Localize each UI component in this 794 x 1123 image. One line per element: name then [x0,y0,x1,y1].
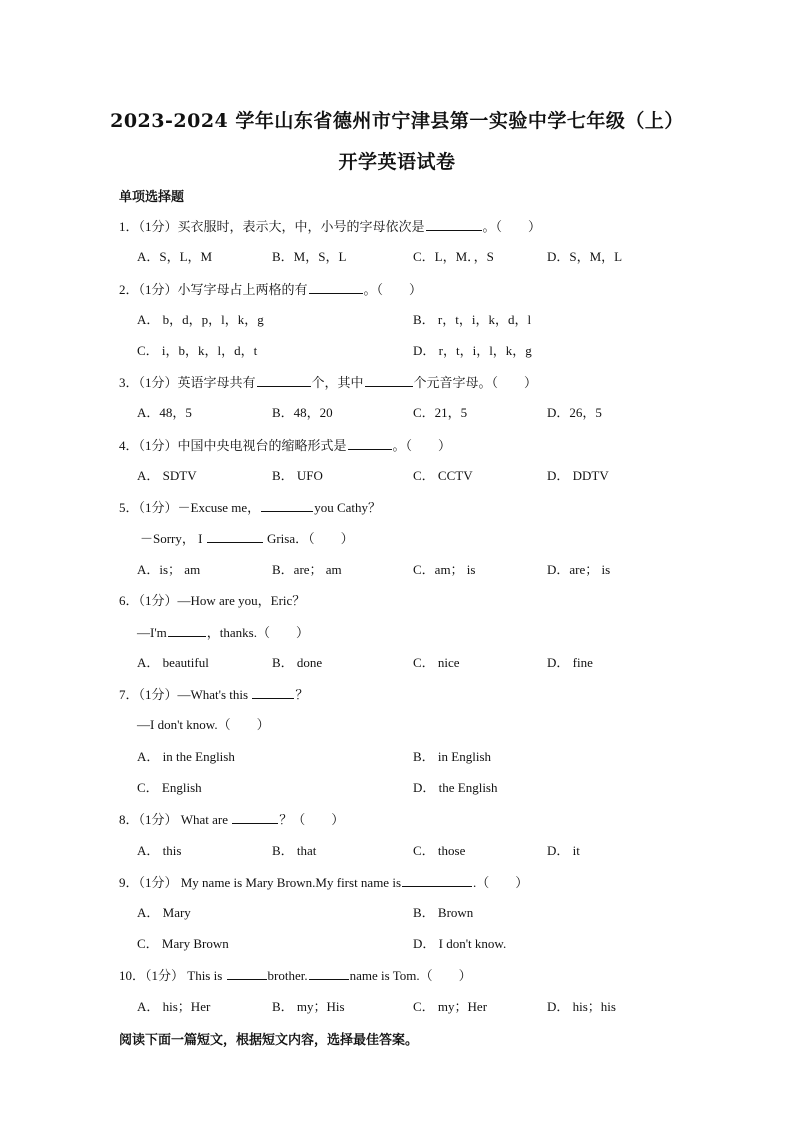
answer-blank [232,810,278,824]
question-tail: 。（ ） [392,438,452,453]
question-tail: 。（ ） [363,282,423,297]
question-tail: you Cathy？ [314,500,381,515]
section-heading-reading: 阅读下面一篇短文，根据短文内容，选择最佳答案。 [119,1033,419,1048]
q6-option-b[interactable]: B． done [272,655,323,670]
q8-option-c[interactable]: C． those [413,843,466,858]
q4-option-d[interactable]: D． DDTV [547,468,609,483]
question-tail: ？（ ） [279,812,345,827]
question-10 [119,966,472,985]
q4-option-c[interactable]: C． CCTV [413,468,473,483]
q7-option-c[interactable]: C． English [137,780,202,795]
q10-option-c[interactable]: C． my；Her [413,999,488,1014]
question-mid: brother. [267,968,308,983]
answer-blank [257,373,311,387]
exam-title-line1: 2023-2024 学年山东省德州市宁津县第一实验中学七年级（上） [110,110,684,132]
question-stem: 1．（1分）买衣服时，表示大，中，小号的字母依次是 [119,219,425,234]
answer-blank [252,685,294,699]
question-line2-end: ，thanks.（ ） [206,625,309,640]
q5-option-a[interactable]: A．is； am [137,562,201,577]
question-tail: .（ ） [473,875,529,890]
answer-blank [309,280,363,294]
q4-option-a[interactable]: A． SDTV [137,468,197,483]
section-heading-single-choice: 单项选择题 [119,190,185,205]
q5-option-c[interactable]: C．am； is [413,562,476,577]
answer-blank [402,873,472,887]
q1-option-a[interactable]: A．S，L，M [137,249,213,264]
question-tail: name is Tom.（ ） [349,968,472,983]
question-stem: 7．（1分）—What's this [119,687,249,702]
question-7-line2: —I don't know.（ ） [137,717,270,732]
question-7 [119,685,308,704]
question-stem: 9．（1分） My name is Mary Brown.My first name is [119,875,402,890]
answer-blank [207,529,263,543]
question-6-line2 [137,623,309,642]
answer-blank [227,966,267,980]
question-line2-start: －Sorry， I [140,531,203,546]
question-2 [119,280,422,299]
question-stem: 10．（1分） This is [119,968,223,983]
answer-blank [261,498,313,512]
question-3 [119,373,537,392]
q6-option-a[interactable]: A． beautiful [137,655,209,670]
q2-option-a[interactable]: A． b，d，p，l，k，g [137,312,264,327]
q7-option-b[interactable]: B． in English [413,749,492,764]
q9-option-d[interactable]: D． I don't know. [413,936,507,951]
question-stem: 3．（1分）英语字母共有 [119,375,256,390]
question-6 [119,592,305,610]
question-line2-end: Grisa．（ ） [266,531,354,546]
q2-option-b[interactable]: B． r，t，i，k，d，l [413,312,532,327]
answer-blank [365,373,413,387]
question-stem: 5．（1分）－Excuse me， [119,500,261,515]
q1-option-b[interactable]: B．M，S，L [272,249,347,264]
question-5 [119,498,381,517]
answer-blank [426,217,482,231]
question-tail: 个元音字母。（ ） [413,375,538,390]
answer-blank [168,623,206,637]
q3-option-a[interactable]: A．48，5 [137,405,192,420]
q8-option-b[interactable]: B． that [272,843,317,858]
q5-option-b[interactable]: B．are； am [272,562,342,577]
question-stem: 6．（1分）—How are you，Eric？ [119,593,306,608]
q6-option-d[interactable]: D． fine [547,655,593,670]
q1-option-c[interactable]: C．L，M．，S [413,249,494,264]
q7-option-d[interactable]: D． the English [413,780,498,795]
q3-option-c[interactable]: C．21，5 [413,405,468,420]
q9-option-b[interactable]: B． Brown [413,905,474,920]
q8-option-a[interactable]: A． this [137,843,182,858]
q2-option-c[interactable]: C． i，b，k，l，d，t [137,343,258,358]
question-4 [119,436,451,455]
q1-option-d[interactable]: D．S，M，L [547,249,623,264]
question-9 [119,873,528,892]
q5-option-d[interactable]: D．are； is [547,562,611,577]
q2-option-d[interactable]: D． r，t，i，l，k，g [413,343,532,358]
q10-option-a[interactable]: A． his；Her [137,999,211,1014]
q9-option-c[interactable]: C． Mary Brown [137,936,229,951]
q3-option-d[interactable]: D．26，5 [547,405,602,420]
answer-blank [309,966,349,980]
question-tail: ？ [295,687,309,702]
exam-title-line2: 开学英语试卷 [338,151,456,173]
q8-option-d[interactable]: D． it [547,843,580,858]
question-stem: 2．（1分）小写字母占上两格的有 [119,282,308,297]
question-line2-start: —I'm [137,625,167,640]
q3-option-b[interactable]: B．48，20 [272,405,333,420]
question-stem: 4．（1分）中国中央电视台的缩略形式是 [119,438,347,453]
question-5-line2 [140,529,354,548]
q9-option-a[interactable]: A． Mary [137,905,191,920]
question-1 [119,217,541,236]
q10-option-b[interactable]: B． my；His [272,999,345,1014]
answer-blank [348,436,392,450]
q6-option-c[interactable]: C． nice [413,655,460,670]
q10-option-d[interactable]: D． his；his [547,999,616,1014]
q7-option-a[interactable]: A． in the English [137,749,235,764]
question-stem: 8．（1分） What are [119,812,229,827]
question-tail: 。（ ） [482,219,542,234]
question-mid: 个，其中 [311,375,364,390]
question-8 [119,810,344,829]
q4-option-b[interactable]: B． UFO [272,468,323,483]
